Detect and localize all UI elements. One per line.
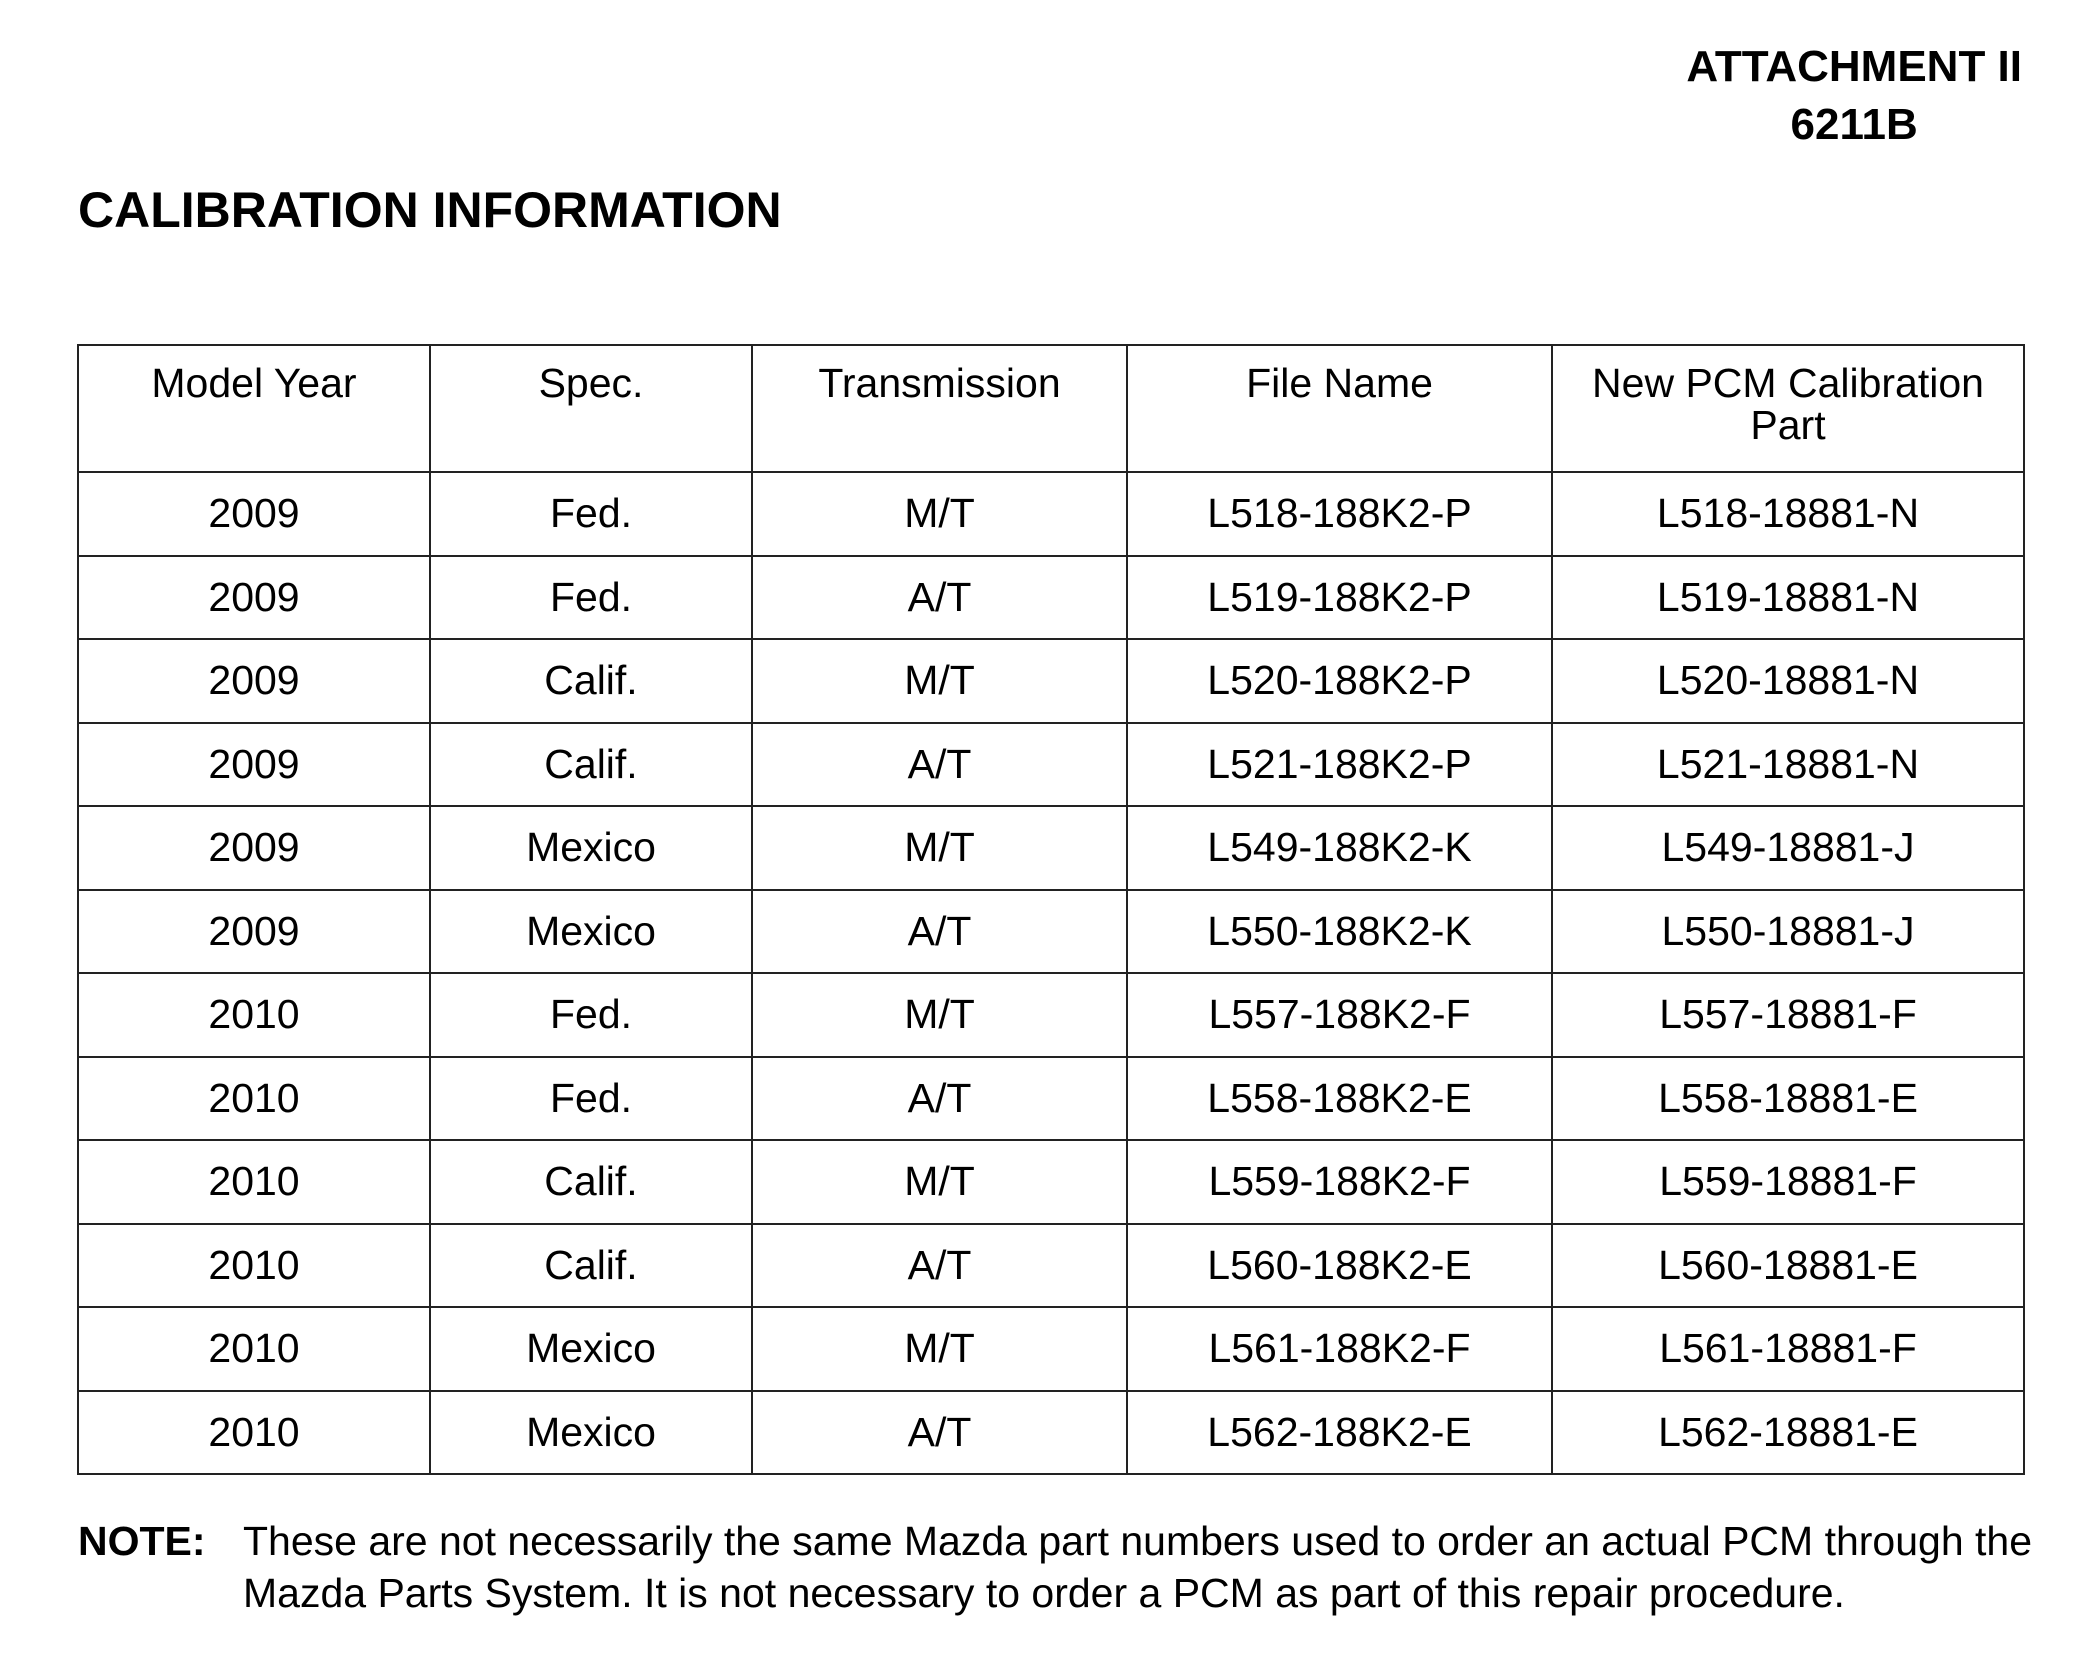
column-header-spec: Spec. (430, 345, 752, 472)
cell-file-name: L558-188K2-E (1127, 1057, 1552, 1141)
table-header-row (78, 345, 2024, 472)
cell-calibration-part: L557-18881-F (1552, 973, 2024, 1057)
cell-file-name: L549-188K2-K (1127, 806, 1552, 890)
cell-spec: Fed. (430, 973, 752, 1057)
cell-calibration-part: L549-18881-J (1552, 806, 2024, 890)
calibration-table (77, 344, 2025, 1475)
cell-spec: Mexico (430, 806, 752, 890)
cell-transmission: M/T (752, 472, 1127, 556)
cell-calibration-part: L559-18881-F (1552, 1140, 2024, 1224)
cell-transmission: A/T (752, 1057, 1127, 1141)
table-row (78, 1307, 2024, 1391)
cell-calibration-part: L560-18881-E (1552, 1224, 2024, 1308)
attachment-number: 6211B (1790, 100, 1918, 149)
table-row (78, 1140, 2024, 1224)
cell-transmission: A/T (752, 723, 1127, 807)
cell-calibration-part: L550-18881-J (1552, 890, 2024, 974)
cell-file-name: L521-188K2-P (1127, 723, 1552, 807)
cell-file-name: L559-188K2-F (1127, 1140, 1552, 1224)
column-header-transmission: Transmission (752, 345, 1127, 472)
cell-spec: Mexico (430, 1307, 752, 1391)
cell-model-year: 2009 (78, 723, 430, 807)
note-block (78, 1515, 2068, 1619)
cell-transmission: A/T (752, 1224, 1127, 1308)
note-text: These are not necessarily the same Mazda part numbers used to order an actual PCM through the Mazda Parts System. It is not necessary to order a PCM as part of this repair procedure. (243, 1518, 2033, 1616)
cell-transmission: M/T (752, 806, 1127, 890)
cell-file-name: L519-188K2-P (1127, 556, 1552, 640)
table-row (78, 723, 2024, 807)
cell-spec: Calif. (430, 1140, 752, 1224)
cell-transmission: M/T (752, 1140, 1127, 1224)
cell-calibration-part: L558-18881-E (1552, 1057, 2024, 1141)
cell-model-year: 2010 (78, 1307, 430, 1391)
cell-file-name: L560-188K2-E (1127, 1224, 1552, 1308)
cell-transmission: A/T (752, 556, 1127, 640)
cell-spec: Mexico (430, 1391, 752, 1475)
cell-file-name: L520-188K2-P (1127, 639, 1552, 723)
cell-model-year: 2009 (78, 556, 430, 640)
table-row (78, 556, 2024, 640)
cell-calibration-part: L519-18881-N (1552, 556, 2024, 640)
cell-calibration-part: L561-18881-F (1552, 1307, 2024, 1391)
cell-calibration-part: L520-18881-N (1552, 639, 2024, 723)
cell-transmission: M/T (752, 973, 1127, 1057)
cell-transmission: A/T (752, 890, 1127, 974)
cell-file-name: L562-188K2-E (1127, 1391, 1552, 1475)
column-header-new-pcm-calibration-part: New PCM Calibration Part (1552, 345, 2024, 472)
cell-model-year: 2010 (78, 1391, 430, 1475)
cell-file-name: L557-188K2-F (1127, 973, 1552, 1057)
cell-spec: Calif. (430, 639, 752, 723)
table-row (78, 806, 2024, 890)
cell-spec: Fed. (430, 1057, 752, 1141)
table-row (78, 890, 2024, 974)
cell-spec: Fed. (430, 556, 752, 640)
cell-file-name: L550-188K2-K (1127, 890, 1552, 974)
cell-spec: Fed. (430, 472, 752, 556)
cell-model-year: 2010 (78, 973, 430, 1057)
cell-transmission: A/T (752, 1391, 1127, 1475)
table-row (78, 1391, 2024, 1475)
cell-spec: Calif. (430, 1224, 752, 1308)
cell-model-year: 2010 (78, 1057, 430, 1141)
cell-calibration-part: L521-18881-N (1552, 723, 2024, 807)
cell-file-name: L561-188K2-F (1127, 1307, 1552, 1391)
table-row (78, 1057, 2024, 1141)
note-label: NOTE: (78, 1518, 206, 1564)
table-row (78, 973, 2024, 1057)
cell-model-year: 2009 (78, 890, 430, 974)
cell-spec: Calif. (430, 723, 752, 807)
cell-transmission: M/T (752, 639, 1127, 723)
cell-model-year: 2010 (78, 1224, 430, 1308)
cell-transmission: M/T (752, 1307, 1127, 1391)
cell-model-year: 2010 (78, 1140, 430, 1224)
table-row (78, 472, 2024, 556)
cell-spec: Mexico (430, 890, 752, 974)
column-header-file-name: File Name (1127, 345, 1552, 472)
cell-file-name: L518-188K2-P (1127, 472, 1552, 556)
column-header-model-year: Model Year (78, 345, 430, 472)
cell-calibration-part: L562-18881-E (1552, 1391, 2024, 1475)
attachment-header (1686, 38, 2022, 154)
table-row (78, 1224, 2024, 1308)
attachment-label: ATTACHMENT II (1686, 42, 2022, 91)
cell-model-year: 2009 (78, 639, 430, 723)
cell-calibration-part: L518-18881-N (1552, 472, 2024, 556)
cell-model-year: 2009 (78, 472, 430, 556)
cell-model-year: 2009 (78, 806, 430, 890)
table-row (78, 639, 2024, 723)
page-title: CALIBRATION INFORMATION (78, 182, 782, 238)
